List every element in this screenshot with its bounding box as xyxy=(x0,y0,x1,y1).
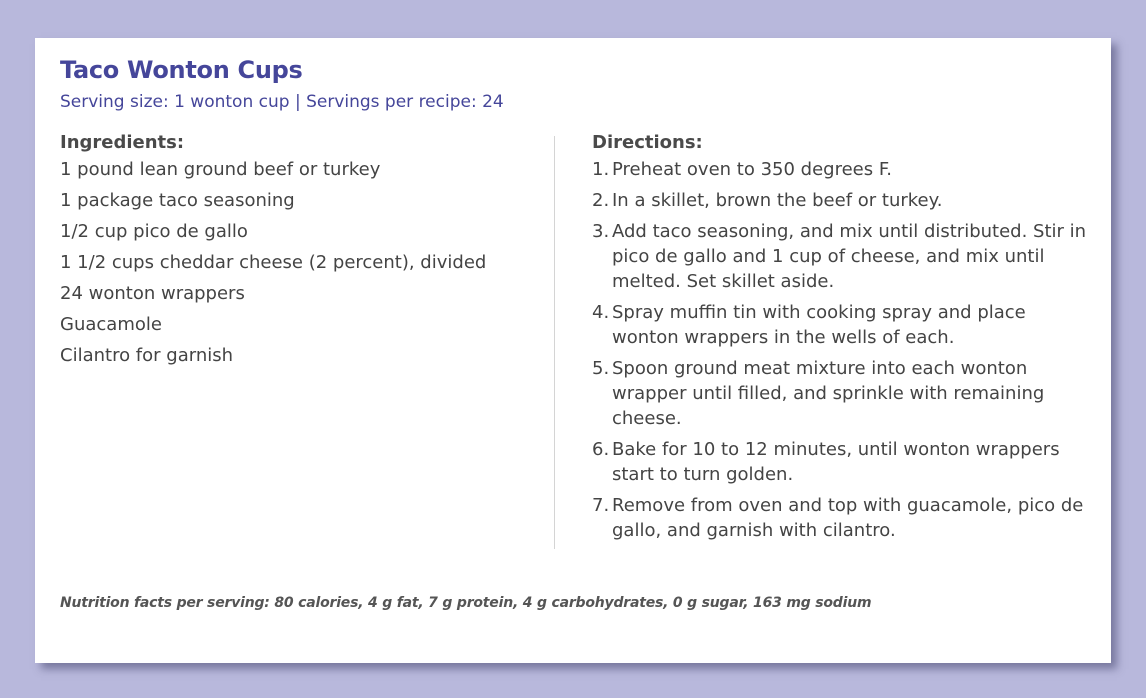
step-number: 1. xyxy=(592,159,610,180)
step-text: In a skillet, brown the beef or turkey. xyxy=(612,190,943,211)
direction-step xyxy=(592,300,1092,350)
direction-step xyxy=(592,437,1092,487)
step-number: 4. xyxy=(592,302,610,323)
serving-info: Serving size: 1 wonton cup | Servings per recipe: 24 xyxy=(60,92,504,112)
step-text: Bake for 10 to 12 minutes, until wonton wrappers start to turn golden. xyxy=(612,439,1060,485)
step-number: 2. xyxy=(592,190,610,211)
step-number: 3. xyxy=(592,221,610,242)
directions-section xyxy=(592,132,1092,549)
step-text: Preheat oven to 350 degrees F. xyxy=(612,159,893,180)
ingredient-item: 1 1/2 cups cheddar cheese (2 percent), divided xyxy=(60,252,487,273)
ingredient-item: Cilantro for garnish xyxy=(60,345,234,366)
ingredients-list xyxy=(60,157,530,368)
nutrition-facts: Nutrition facts per serving: 80 calories, 4 g fat, 7 g protein, 4 g carbohydrates, 0 g sugar, 163 mg sodium xyxy=(60,595,872,611)
ingredients-heading: Ingredients: xyxy=(60,132,185,153)
recipe-title: Taco Wonton Cups xyxy=(60,56,303,84)
step-text: Spoon ground meat mixture into each wonton wrapper until filled, and sprinkle with remaining cheese. xyxy=(612,358,1045,429)
directions-list xyxy=(592,157,1092,543)
step-text: Add taco seasoning, and mix until distributed. Stir in pico de gallo and 1 cup of cheese, and mix until melted. Set skillet aside. xyxy=(612,221,1087,292)
direction-step xyxy=(592,188,1092,213)
step-text: Remove from oven and top with guacamole, pico de gallo, and garnish with cilantro. xyxy=(612,495,1084,541)
recipe-card xyxy=(35,38,1111,663)
direction-step xyxy=(592,493,1092,543)
step-number: 5. xyxy=(592,358,610,379)
ingredients-section xyxy=(60,132,530,374)
ingredient-item: 1 package taco seasoning xyxy=(60,190,295,211)
step-number: 7. xyxy=(592,495,610,516)
column-divider xyxy=(554,136,555,549)
ingredient-item: Guacamole xyxy=(60,314,162,335)
ingredient-item: 1/2 cup pico de gallo xyxy=(60,221,248,242)
ingredient-item: 24 wonton wrappers xyxy=(60,283,245,304)
ingredient-item: 1 pound lean ground beef or turkey xyxy=(60,159,381,180)
step-number: 6. xyxy=(592,439,610,460)
directions-heading: Directions: xyxy=(592,132,703,153)
step-text: Spray muffin tin with cooking spray and place wonton wrappers in the wells of each. xyxy=(612,302,1026,348)
direction-step xyxy=(592,219,1092,294)
direction-step xyxy=(592,356,1092,431)
direction-step xyxy=(592,157,1092,182)
